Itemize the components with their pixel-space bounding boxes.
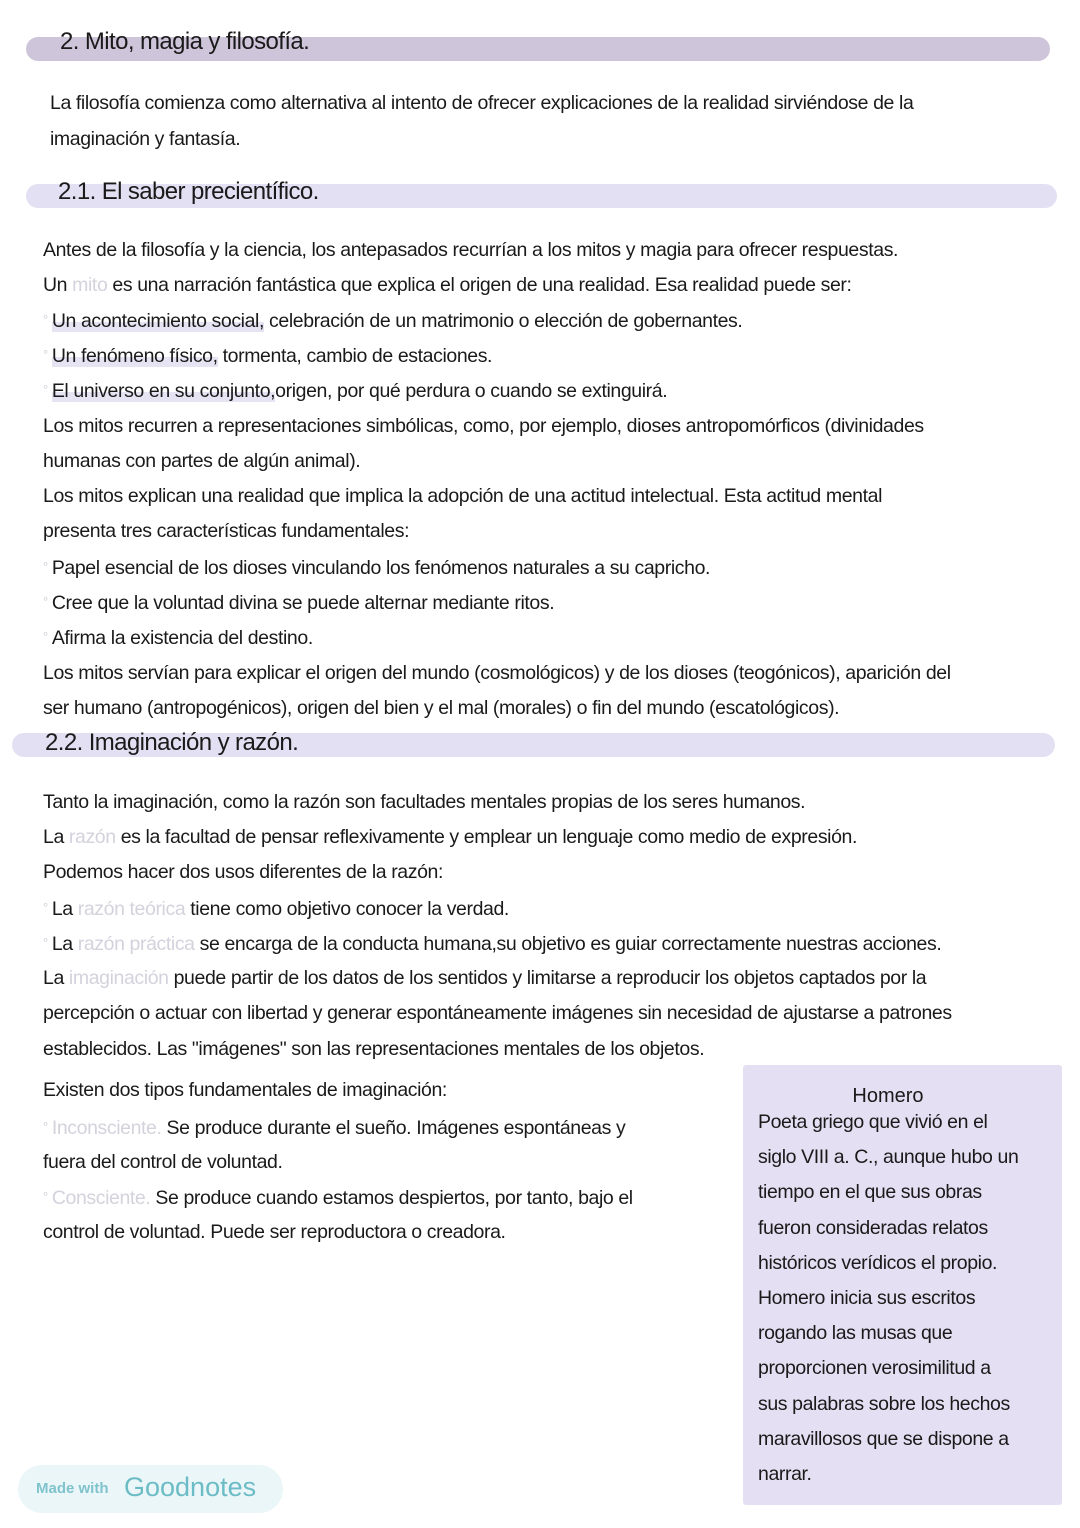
text-line xyxy=(43,1184,633,1211)
text-line xyxy=(43,1036,704,1062)
text: Tanto la imaginación, como la razón son facultades mentales propias de los seres humanos. xyxy=(43,791,806,813)
text: La xyxy=(43,826,69,848)
intro-line: imaginación y fantasía. xyxy=(50,128,241,150)
subsection-heading: 2.2. Imaginación y razón. xyxy=(45,729,299,756)
text: es la facultad de pensar reflexivamente y emplear un lenguaje como medio de expresión. xyxy=(115,826,858,848)
section-heading: 2. Mito, magia y filosofía. xyxy=(60,28,310,55)
text-line xyxy=(43,1219,506,1245)
text-line xyxy=(43,483,882,509)
made-with-label: Made with xyxy=(36,1480,109,1497)
text-line xyxy=(43,859,443,885)
text: celebración de un matrimonio o elección de gobernantes. xyxy=(264,310,743,332)
text: La xyxy=(43,967,69,989)
text: fuera del control de voluntad. xyxy=(43,1151,283,1173)
text-line xyxy=(43,695,839,721)
text: ser humano (antropogénicos), origen del bien y el mal (morales) o fin del mundo (escatológicos). xyxy=(43,697,840,719)
keyword: razón teórica xyxy=(77,898,186,920)
text-line xyxy=(43,1000,952,1026)
goodnotes-logo: Goodnotes xyxy=(124,1472,257,1502)
note-line: sus palabras sobre los hechos xyxy=(758,1392,1010,1415)
text-line xyxy=(43,965,926,991)
text: origen, por qué perdura o cuando se extinguirá. xyxy=(275,380,668,402)
text: Se produce durante el sueño. Imágenes espontáneas y xyxy=(161,1117,626,1139)
homero-note-box xyxy=(743,1065,1062,1505)
text: Los mitos explican una realidad que implica la adopción de una actitud intelectual. Esta actitud mental xyxy=(43,485,883,507)
text-line xyxy=(43,624,313,651)
text: establecidos. Las "imágenes" son las representaciones mentales de los objetos. xyxy=(43,1038,705,1060)
bullet-icon: ° xyxy=(43,382,48,397)
text: Los mitos servían para explicar el origen del mundo (cosmológicos) y de los dioses (teogónicos), aparición del xyxy=(43,662,951,684)
text: Existen dos tipos fundamentales de imaginación: xyxy=(43,1079,447,1101)
note-line: Poeta griego que vivió en el xyxy=(758,1111,988,1133)
text-line xyxy=(43,554,710,581)
text-line xyxy=(43,1149,283,1175)
text: La xyxy=(51,933,78,955)
keyword: razón práctica xyxy=(77,933,195,955)
text-line xyxy=(43,448,360,474)
text: percepción o actuar con libertad y generar espontáneamente imágenes sin necesidad de ajustarse a patrones xyxy=(43,1002,952,1024)
bullet-icon: ° xyxy=(43,629,48,644)
note-line: históricos verídicos el propio. xyxy=(758,1251,998,1274)
text: se encarga de la conducta humana,su objetivo es guiar correctamente nuestras acciones. xyxy=(194,933,942,955)
text: control de voluntad. Puede ser reproductora o creadora. xyxy=(43,1221,506,1243)
text-line xyxy=(43,342,492,369)
note-line: Homero inicia sus escritos xyxy=(758,1287,976,1309)
text-line xyxy=(43,660,951,686)
subsection-heading: 2.1. El saber precientífico. xyxy=(58,178,319,205)
keyword: imaginación xyxy=(68,967,169,989)
text-line xyxy=(43,377,667,404)
bullet-icon: ° xyxy=(43,312,48,327)
highlighted-text: Un acontecimiento social, xyxy=(51,310,265,332)
text: presenta tres características fundamentales: xyxy=(43,520,410,542)
text: Podemos hacer dos usos diferentes de la razón: xyxy=(43,861,444,883)
bullet-icon: ° xyxy=(43,935,48,950)
text-line xyxy=(43,930,941,957)
text-line xyxy=(43,518,409,544)
note-line: rogando las musas que xyxy=(758,1322,953,1345)
keyword: Inconsciente. xyxy=(51,1117,162,1139)
note-line: maravillosos que se dispone a xyxy=(758,1427,1009,1450)
note-line: tiempo en el que sus obras xyxy=(758,1181,982,1204)
text: humanas con partes de algún animal). xyxy=(43,450,361,472)
text: Los mitos recurren a representaciones simbólicas, como, por ejemplo, dioses antropomórficos (divinidades xyxy=(43,415,924,437)
bullet-icon: ° xyxy=(43,559,48,574)
intro-line: La filosofía comienza como alternativa al intento de ofrecer explicaciones de la realidad sirviéndose de la xyxy=(50,92,914,114)
keyword: razón xyxy=(68,826,116,848)
text: es una narración fantástica que explica el origen de una realidad. Esa realidad puede ser: xyxy=(107,274,852,296)
note-line: fueron consideradas relatos xyxy=(758,1216,988,1239)
text-line xyxy=(43,895,509,922)
keyword: Consciente. xyxy=(51,1187,151,1209)
text: tormenta, cambio de estaciones. xyxy=(217,345,493,367)
note-title: Homero xyxy=(852,1085,924,1107)
text-line xyxy=(43,589,554,616)
bullet-icon: ° xyxy=(43,594,48,609)
text-line xyxy=(43,1114,625,1141)
text-line xyxy=(43,789,805,815)
text: puede partir de los datos de los sentidos y limitarse a reproducir los objetos captados por la xyxy=(168,967,927,989)
text: Papel esencial de los dioses vinculando los fenómenos naturales a su capricho. xyxy=(51,557,711,579)
text: Afirma la existencia del destino. xyxy=(51,627,313,649)
note-line: siglo VIII a. C., aunque hubo un xyxy=(758,1146,1019,1169)
text: Cree que la voluntad divina se puede alternar mediante ritos. xyxy=(51,592,555,614)
bullet-icon: ° xyxy=(43,900,48,915)
text: tiene como objetivo conocer la verdad. xyxy=(185,898,509,920)
keyword: mito xyxy=(72,274,108,296)
text: La xyxy=(51,898,78,920)
text-line xyxy=(43,237,898,263)
text-line xyxy=(43,1077,447,1103)
bullet-icon: ° xyxy=(43,1189,48,1204)
bullet-icon: ° xyxy=(43,347,48,362)
text: Un xyxy=(43,274,73,296)
text-line xyxy=(43,272,852,298)
text: Se produce cuando estamos despiertos, por tanto, bajo el xyxy=(150,1187,633,1209)
goodnotes-badge[interactable] xyxy=(18,1465,283,1513)
text-line xyxy=(43,824,857,850)
highlighted-text: El universo en su conjunto, xyxy=(51,380,276,402)
text-line xyxy=(43,413,924,439)
bullet-icon: ° xyxy=(43,1119,48,1134)
highlighted-text: Un fenómeno físico, xyxy=(51,345,218,367)
note-line: narrar. xyxy=(758,1463,812,1485)
text: Antes de la filosofía y la ciencia, los antepasados recurrían a los mitos y magia para ofrecer respuestas. xyxy=(43,239,899,261)
note-line: proporcionen verosimilitud a xyxy=(758,1357,991,1380)
text-line xyxy=(43,307,742,334)
